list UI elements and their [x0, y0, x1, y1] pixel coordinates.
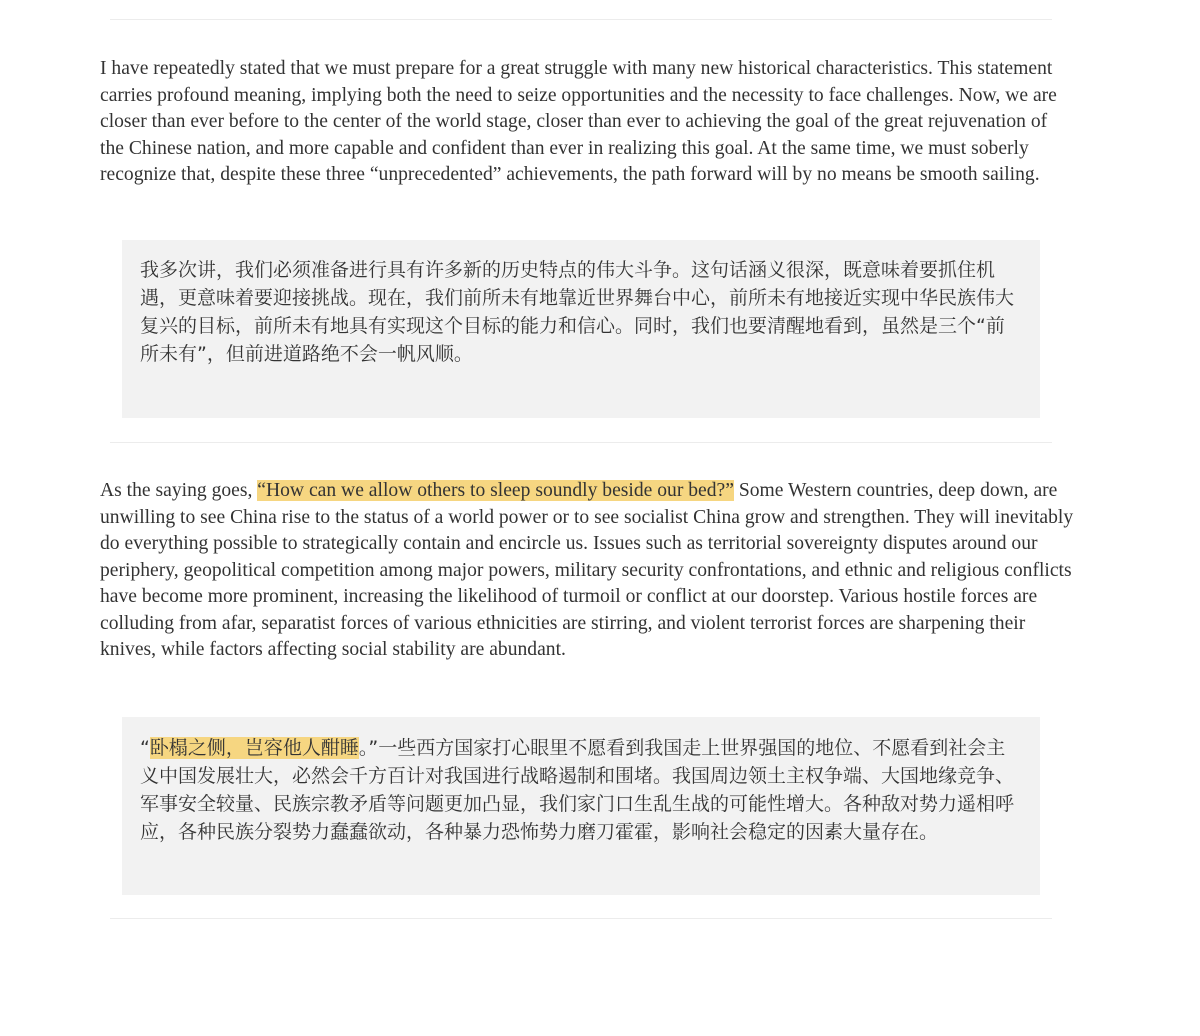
chinese-quote-block-2	[122, 717, 1040, 895]
section-divider-top	[110, 19, 1052, 20]
chinese-highlighted-quote: 卧榻之侧，岂容他人酣睡	[149, 737, 359, 759]
chinese-text-after-highlight: 。”一些西方国家打心眼里不愿看到我国走上世界强国的地位、不愿看到社会主义中国发展壮大，必然会千方百计对我国进行战略遏制和围堵。我国周边领土主权争端、大国地缘竞争、军事安全较量、民族宗教矛盾等问题更加凸显，我们家门口生乱生战的可能性增大。各种敌对势力遥相呼应，各种民族分裂势力蠢蠢欲动，各种暴力恐怖势力磨刀霍霍，影响社会稳定的因素大量存在。	[140, 737, 1015, 843]
english-highlighted-quote: “How can we allow others to sleep soundly beside our bed?”	[257, 480, 734, 501]
english-text-after-highlight: Some Western countries, deep down, are unwilling to see China rise to the status of a world power or to see socialist China grow and strengthen. They will inevitably do everything possible to strategically contain and encircle us. Issues such as territorial sovereignty disputes around our periphery, geopolitical competition among major powers, military security confrontations, and ethnic and religious conflicts have become more prominent, increasing the likelihood of turmoil or conflict at our doorstep. Various hostile forces are colluding from afar, separatist forces of various ethnicities are stirring, and violent terrorist forces are sharpening their knives, while factors affecting social stability are abundant.	[100, 480, 1074, 660]
section-divider-bottom	[110, 918, 1052, 919]
chinese-paragraph-2	[140, 734, 1020, 846]
english-text-before-highlight: As the saying goes,	[100, 480, 258, 501]
english-paragraph-2	[100, 478, 1075, 664]
chinese-paragraph-1: 我多次讲，我们必须准备进行具有许多新的历史特点的伟大斗争。这句话涵义很深，既意味着要抓住机遇，更意味着要迎接挑战。现在，我们前所未有地靠近世界舞台中心，前所未有地接近实现中华民族伟大复兴的目标，前所未有地具有实现这个目标的能力和信心。同时，我们也要清醒地看到，虽然是三个“前所未有”，但前进道路绝不会一帆风顺。	[140, 259, 1015, 365]
english-paragraph-1: I have repeatedly stated that we must prepare for a great struggle with many new historical characteristics. This statement carries profound meaning, implying both the need to seize opportunities and the necessity to face challenges. Now, we are closer than ever before to the center of the world stage, closer than ever to achieving the goal of the great rejuvenation of the Chinese nation, and more capable and confident than ever in realizing this goal. At the same time, we must soberly recognize that, despite these three “unprecedented” achievements, the path forward will by no means be smooth sailing.	[100, 58, 1057, 185]
chinese-open-quote: “	[140, 737, 150, 759]
chinese-quote-block-1	[122, 240, 1040, 418]
section-divider-middle	[110, 442, 1052, 443]
